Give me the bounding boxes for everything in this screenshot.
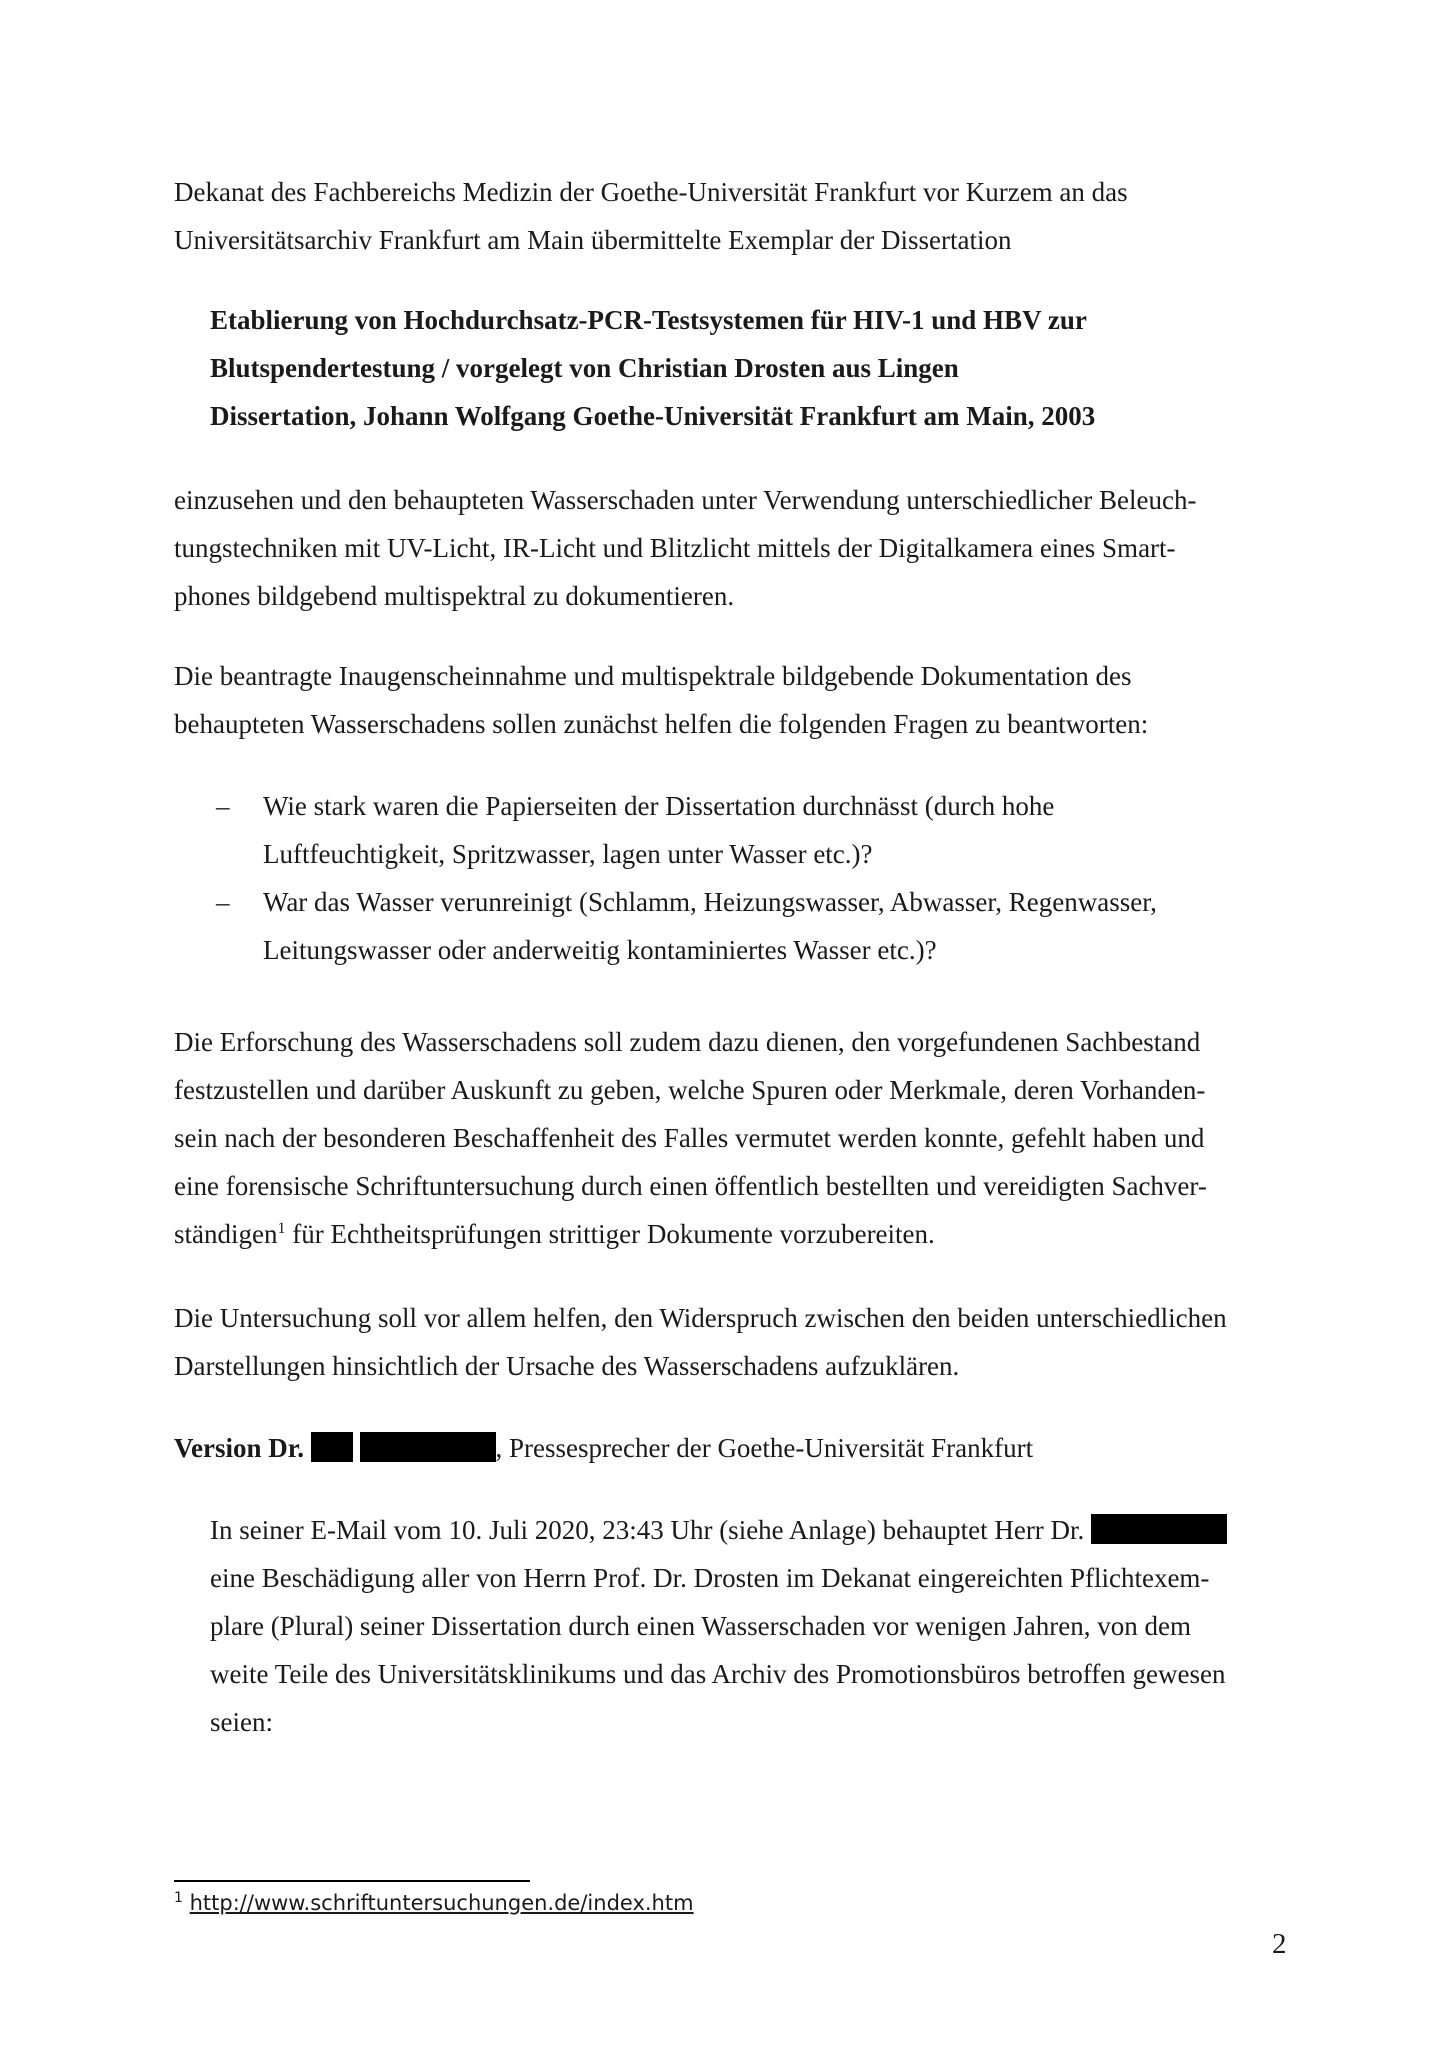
bullet-1-line-1: Wie stark waren die Papierseiten der Dissertation durchnässt (durch hohe — [263, 791, 1055, 821]
paragraph-3-line-5 — [174, 1214, 935, 1254]
page-number: 2 — [1272, 1928, 1287, 1960]
paragraph-3-line-5-start: ständigen — [174, 1219, 278, 1249]
footnote-marker: 1 — [174, 1890, 183, 1906]
paragraph-4-line-2: Darstellungen hinsichtlich der Ursache des Wasserschadens aufzuklären. — [174, 1351, 960, 1381]
paragraph-1-line-2: tungstechniken mit UV-Licht, IR-Licht und Blitzlicht mittels der Digitalkamera eines Smart- — [174, 533, 1176, 563]
paragraph-3-line-5-end: für Echtheitsprüfungen strittiger Dokumente vorzubereiten. — [285, 1219, 935, 1249]
footnote-separator — [174, 1880, 530, 1882]
paragraph-5-line-4: weite Teile des Universitätsklinikums und das Archiv des Promotionsbüros betroffen gewesen — [210, 1659, 1226, 1689]
paragraph-3-line-2: festzustellen und darüber Auskunft zu geben, welche Spuren oder Merkmale, deren Vorhanden- — [174, 1075, 1206, 1105]
version-suffix: , Pressesprecher der Goethe-Universität Frankfurt — [495, 1433, 1034, 1463]
paragraph-5-line-3: plare (Plural) seiner Dissertation durch einen Wasserschaden vor wenigen Jahren, von dem — [210, 1611, 1192, 1641]
paragraph-2-line-1: Die beantragte Inaugenscheinnahme und multispektrale bildgebende Dokumentation des — [174, 661, 1132, 691]
footnote-reference: 1 — [277, 1220, 286, 1237]
paragraph-5-line-1 — [210, 1510, 1227, 1550]
paragraph-4-line-1: Die Untersuchung soll vor allem helfen, den Widerspruch zwischen den beiden unterschiedlichen — [174, 1303, 1227, 1333]
intro-line-2: Universitätsarchiv Frankfurt am Main übermittelte Exemplar der Dissertation — [174, 225, 1012, 255]
paragraph-3-line-4: eine forensische Schriftuntersuchung durch einen öffentlich bestellten und vereidigten Sachver- — [174, 1171, 1207, 1201]
paragraph-5-line-2: eine Beschädigung aller von Herrn Prof. Dr. Drosten im Dekanat eingereichten Pflichtexem- — [210, 1563, 1210, 1593]
intro-line-1: Dekanat des Fachbereichs Medizin der Goethe-Universität Frankfurt vor Kurzem an das — [174, 177, 1128, 207]
bullet-2-line-1: War das Wasser verunreinigt (Schlamm, Heizungswasser, Abwasser, Regenwasser, — [263, 887, 1157, 917]
version-label: Version Dr. — [174, 1433, 305, 1463]
version-heading — [174, 1428, 1033, 1468]
paragraph-1-line-1: einzusehen und den behaupteten Wasserschaden unter Verwendung unterschiedlicher Beleuch- — [174, 485, 1197, 515]
citation-title-line-1: Etablierung von Hochdurchsatz-PCR-Testsystemen für HIV-1 und HBV zur — [210, 305, 1087, 335]
bullet-2-line-2: Leitungswasser oder anderweitig kontaminiertes Wasser etc.)? — [263, 935, 937, 965]
bullet-dash-2: – — [216, 887, 230, 917]
paragraph-3-line-3: sein nach der besonderen Beschaffenheit des Falles vermutet werden konnte, gefehlt haben und — [174, 1123, 1205, 1153]
paragraph-2-line-2: behaupteten Wasserschadens sollen zunächst helfen die folgenden Fragen zu beantworten: — [174, 709, 1149, 739]
paragraph-5-line-1-text: In seiner E-Mail vom 10. Juli 2020, 23:43 Uhr (siehe Anlage) behauptet Herr Dr. — [210, 1515, 1085, 1545]
redaction-block — [360, 1432, 496, 1462]
citation-title-line-2: Blutspendertestung / vorgelegt von Christian Drosten aus Lingen — [210, 353, 959, 383]
bullet-1-line-2: Luftfeuchtigkeit, Spritzwasser, lagen unter Wasser etc.)? — [263, 839, 873, 869]
paragraph-3-line-1: Die Erforschung des Wasserschadens soll zudem dazu dienen, den vorgefundenen Sachbestand — [174, 1027, 1201, 1057]
footnote-link[interactable]: http://www.schriftuntersuchungen.de/index.htm — [189, 1891, 694, 1915]
citation-details-line: Dissertation, Johann Wolfgang Goethe-Universität Frankfurt am Main, 2003 — [210, 401, 1096, 431]
redaction-block — [1091, 1514, 1227, 1544]
redaction-block — [311, 1432, 353, 1462]
paragraph-1-line-3: phones bildgebend multispektral zu dokumentieren. — [174, 581, 735, 611]
paragraph-5-line-5: seien: — [210, 1707, 273, 1737]
footnote — [174, 1888, 694, 1918]
bullet-dash-1: – — [216, 791, 230, 821]
